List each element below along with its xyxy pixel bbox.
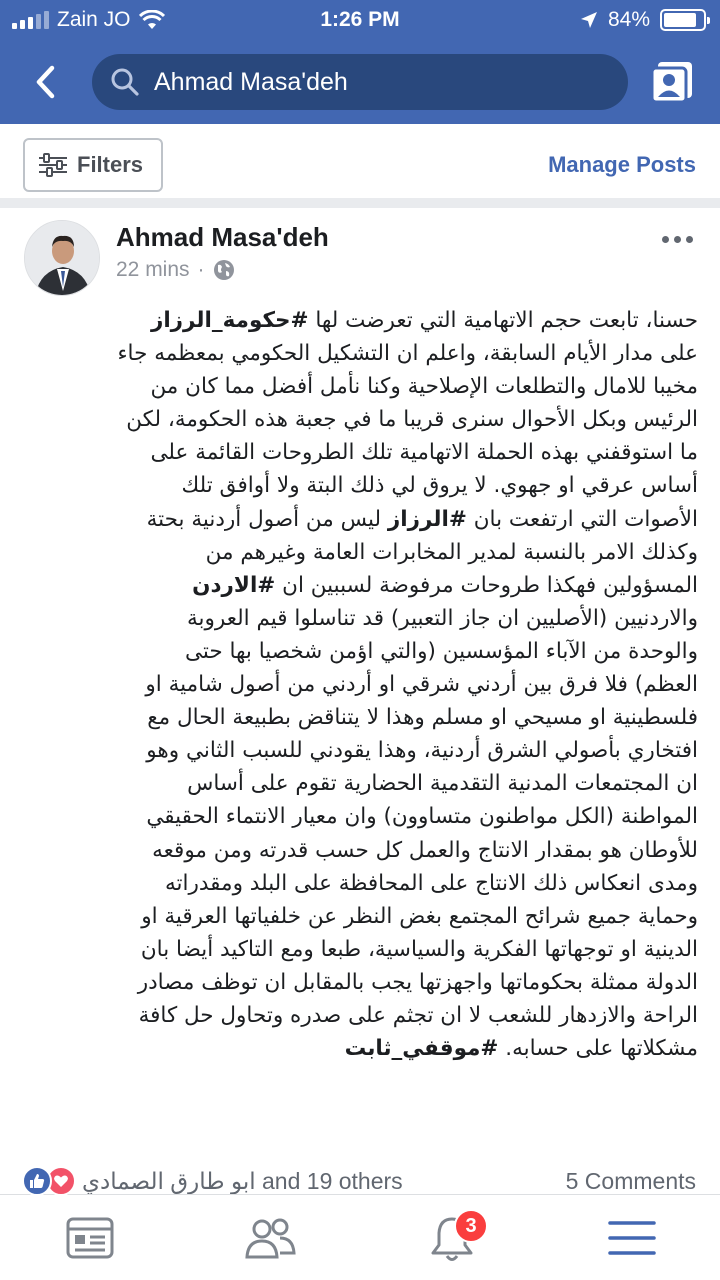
- post-text: افتخاري بأصولي الشرق أردنية، وهذا يقودني للسبب الثاني وهو: [146, 738, 698, 764]
- search-bar[interactable]: [92, 54, 628, 110]
- post-text: فلسطينية او مسيحي او مسلم وهذا لا يتناقض بطبيعة الحال مع: [147, 705, 698, 731]
- status-right: [580, 8, 706, 32]
- filters-label: Filters: [77, 152, 144, 177]
- post-text: على مدار الأيام السابقة، واعلم ان التشكيل الحكومي بمعظمه جاء: [117, 341, 698, 367]
- avatar[interactable]: [24, 220, 100, 296]
- post-body-line: [18, 304, 698, 337]
- reactions-summary[interactable]: [22, 1166, 403, 1196]
- post-text: ان المجتمعات المدنية التقدمية الحضارية تقوم على أساس: [187, 771, 698, 797]
- post-body-line: [18, 701, 698, 734]
- post-body-line: [18, 337, 698, 370]
- top-bar: [0, 0, 720, 124]
- like-reaction-icon: [22, 1166, 52, 1196]
- filter-bar: [0, 124, 720, 208]
- battery-fill: [664, 13, 696, 27]
- search-icon: [110, 67, 140, 97]
- filters-button[interactable]: [23, 138, 163, 192]
- post-body-line: [18, 767, 698, 800]
- post-card: [0, 208, 720, 1194]
- author-photo: [25, 221, 100, 296]
- location-arrow-icon: [580, 11, 598, 29]
- post-text: حسنا، تابعت حجم الاتهامية التي تعرضت لها: [308, 308, 698, 333]
- post-text: ليس من أصول أردنية بحتة: [146, 506, 388, 532]
- manage-posts-link[interactable]: Manage Posts: [548, 152, 696, 177]
- more-options-icon[interactable]: [662, 226, 698, 252]
- post-text: ما استوقفني بهذه الحملة الاتهامية تلك الطروحات القائمة على: [150, 440, 698, 466]
- post-text: المواطنة (الكل مواطنون متساوون) وان معيار الانتماء الحقيقي: [146, 804, 698, 830]
- bottom-tab-bar: [0, 1194, 720, 1280]
- carrier-name: Zain JO: [57, 8, 131, 31]
- post-text: العظم) فلا فرق بين أردني شرقي او أردني من أصول شامية او: [145, 672, 698, 698]
- post-text: وكذلك الامر بالنسبة لمدير المخابرات العامة وغيرهم من: [205, 539, 698, 565]
- sliders-icon: [37, 152, 69, 178]
- likers-text: ابو طارق الصمادي and 19 others: [82, 1167, 403, 1194]
- post-body: [18, 304, 698, 1065]
- post-body-line: [18, 503, 698, 536]
- post-body-line: [18, 469, 698, 502]
- post-time[interactable]: 22 mins: [116, 258, 190, 281]
- battery-percent: 84%: [607, 8, 650, 31]
- hashtag-link[interactable]: #حكومة_الرزاز: [150, 308, 309, 333]
- post-body-line: [18, 834, 698, 867]
- back-arrow-icon[interactable]: [30, 62, 62, 102]
- post-body-line: [18, 668, 698, 701]
- search-input[interactable]: [154, 68, 594, 97]
- post-text: الدولة ممثلة بحكوماتها واجهزتها يجب بالمقابل ان توظف مصادر: [137, 969, 698, 995]
- post-body-line: [18, 403, 698, 436]
- post-body-line: [18, 370, 698, 403]
- profile-icon[interactable]: [650, 56, 698, 104]
- hashtag-link[interactable]: #الاردن: [192, 572, 276, 598]
- post-text: الراحة والازدهار للشعب لا ان تجثم على صدره وتحاول حل كافة: [138, 1002, 698, 1028]
- post-body-line: [18, 536, 698, 569]
- globe-icon: [213, 259, 235, 281]
- meta-separator: ·: [197, 258, 205, 281]
- post-author[interactable]: Ahmad Masa'deh: [116, 222, 329, 252]
- post-text: ومدى انعكاس ذلك الانتاج على المحافظة على البلد ومقدراته: [165, 870, 698, 896]
- post-text: والوحدة من الآباء المؤسسين (والتي اؤمن شخصيا بها حتى: [184, 638, 698, 664]
- post-body-line: [18, 966, 698, 999]
- post-text: للأوطان هو بمقدار الانتاج والعمل كل حسب قدرته ومن موقعه: [152, 837, 698, 863]
- post-body-line: [18, 867, 698, 900]
- post-body-line: [18, 900, 698, 933]
- status-bar: [0, 0, 720, 40]
- post-meta: [116, 258, 235, 282]
- notification-badge: 3: [454, 1209, 488, 1243]
- comments-count[interactable]: 5 Comments: [565, 1168, 696, 1194]
- post-body-line: [18, 1032, 698, 1065]
- friends-icon[interactable]: [242, 1213, 298, 1263]
- post-text: أساس عرقي او جهوي. لا يروق لي ذلك البتة ولا أوافق تلك: [181, 473, 698, 499]
- battery-icon: [660, 9, 706, 31]
- hashtag-link[interactable]: #موقفي_ثابت: [344, 1036, 499, 1062]
- post-text: الرئيس وبكل الأحوال سنرى قريبا ما في جعبة هذه الحكومة، لكن: [126, 407, 698, 433]
- post-body-line: [18, 999, 698, 1032]
- post-body-line: [18, 569, 698, 602]
- post-text: مشكلاتها على حسابه.: [498, 1036, 698, 1062]
- post-text: الدينية او توجهاتها الفكرية والسياسية، طبعا ومع التاكيد أيضا بان: [140, 936, 698, 962]
- post-body-line: [18, 734, 698, 767]
- post-text: وحماية جميع شرائح المجتمع بغض النظر عن خلفياتها العرقية او: [141, 903, 698, 929]
- hashtag-link[interactable]: #الرزاز: [387, 506, 467, 532]
- menu-icon[interactable]: [604, 1213, 660, 1263]
- post-body-line: [18, 635, 698, 668]
- post-text: مخيبا للامال والتطلعات الإصلاحية وكنا نأمل أفضل مما كان من: [150, 374, 698, 400]
- post-text: الأصوات التي ارتفعت بان: [466, 506, 698, 532]
- post-body-line: [18, 933, 698, 966]
- post-body-line: [18, 602, 698, 635]
- post-body-line: [18, 436, 698, 469]
- post-body-line: [18, 800, 698, 833]
- post-text: والاردنيين (الأصليين ان جاز التعبير) قد تناسلوا قيم العروبة: [186, 605, 698, 631]
- news-feed-icon[interactable]: [62, 1213, 118, 1263]
- clock: 1:26 PM: [320, 8, 400, 31]
- post-text: المسؤولين فهكذا طروحات مرفوضة لسببين ان: [275, 572, 698, 598]
